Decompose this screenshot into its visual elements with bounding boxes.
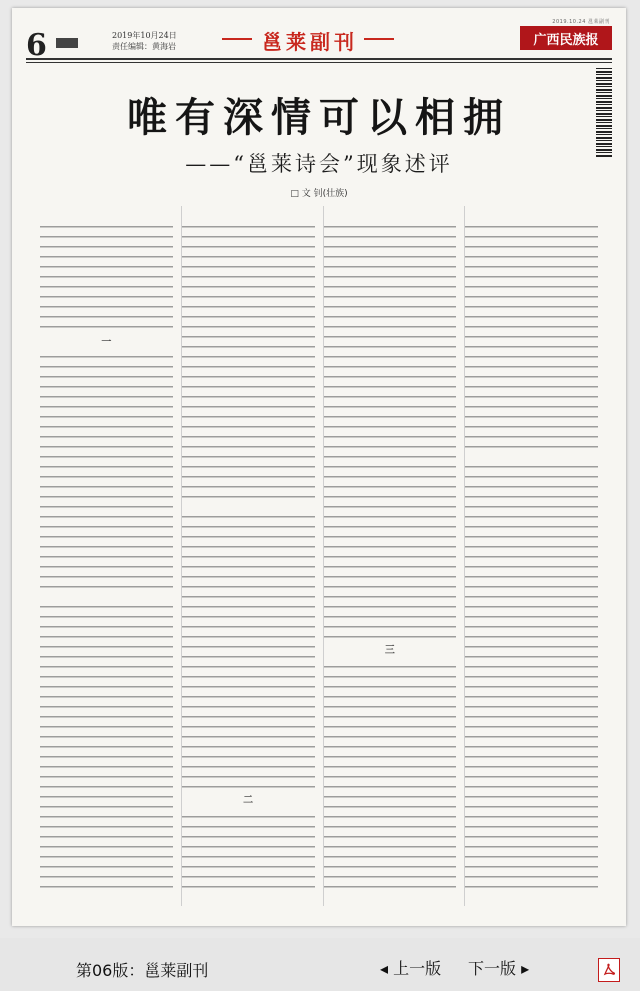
text-column-4 <box>464 206 598 906</box>
text-column-3 <box>323 206 457 906</box>
page-number-bar <box>56 38 78 48</box>
header-rule <box>26 58 612 63</box>
issue-date: 2019年10月24日 <box>112 31 177 40</box>
text-column-2 <box>181 206 315 906</box>
current-page-label: 第06版：邕莱副刊 <box>76 961 209 980</box>
section-heading-1: 一 <box>40 336 173 350</box>
masthead-code: 2019.10.24 邕莱副刊 <box>552 19 610 25</box>
section-heading-2: 二 <box>182 794 315 808</box>
article-byline: □ 文 钊(壮族) <box>290 189 348 199</box>
article-body <box>40 206 598 906</box>
next-page-link[interactable]: 下一版 ▸ <box>468 959 530 978</box>
newspaper-page <box>12 8 626 926</box>
page-footer <box>0 938 640 991</box>
pdf-glyph-icon <box>602 963 616 977</box>
article-subhead: ——“邕莱诗会”现象述评 <box>185 152 453 176</box>
previous-page-link[interactable]: ◂ 上一版 <box>380 959 442 978</box>
editor-credit: 责任编辑：黄海岩 <box>112 42 176 51</box>
column-title: 邕莱副刊 <box>262 26 358 55</box>
pdf-icon[interactable] <box>598 958 620 982</box>
article-headline: 唯有深情可以相拥 <box>127 94 511 141</box>
text-column-1 <box>40 206 173 906</box>
newspaper-masthead: 广西民族报 <box>520 26 612 50</box>
dateline <box>112 30 177 52</box>
section-heading-3: 三 <box>324 644 457 658</box>
page-number: 6 <box>26 28 47 63</box>
